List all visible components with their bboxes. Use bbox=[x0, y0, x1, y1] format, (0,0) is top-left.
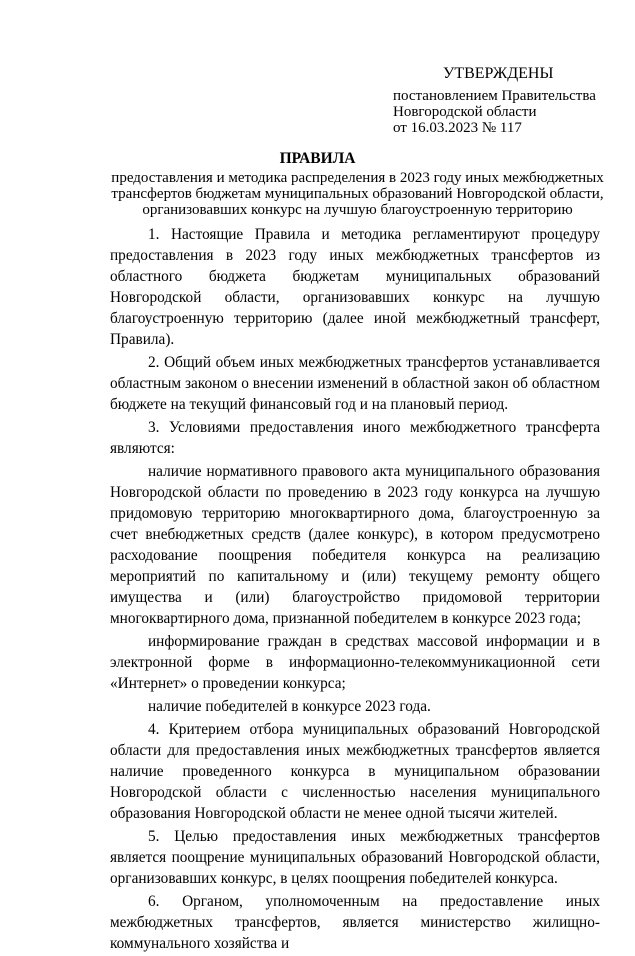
paragraph: 3. Условиями предоставления иного межбюджетного трансферта являются: bbox=[110, 419, 600, 457]
paragraph: 1. Настоящие Правила и методика регламентируют процедуру предоставления в 2023 году иных межбюджетных трансфертов из областного бюджета бюджетам муниципальных образований Новгородской области, организовавших конкурс на лучшую благоустроенную территорию (далее иной межбюджетный трансферт, Правила). bbox=[110, 226, 600, 348]
paragraph: 2. Общий объем иных межбюджетных трансфертов устанавливается областным законом о внесении изменений в областной закон об областном бюджете на текущий финансовый год и на плановый период. bbox=[110, 354, 600, 413]
paragraph: 6. Органом, уполномоченным на предоставление иных межбюджетных трансфертов, является министерство жилищно-коммунального хозяйства и bbox=[110, 893, 600, 952]
subtitle-line: организовавших конкурс на лучшую благоустроенную территорию bbox=[142, 202, 573, 218]
approval-heading: УТВЕРЖДЕНЫ bbox=[443, 65, 554, 82]
subtitle-line: трансфертов бюджетам муниципальных образований Новгородской области, bbox=[111, 186, 604, 202]
document-title: ПРАВИЛА bbox=[279, 150, 356, 167]
approval-line: от 16.03.2023 № 117 bbox=[393, 120, 522, 136]
paragraph: 4. Критерием отбора муниципальных образований Новгородской области для предоставления иных межбюджетных трансфертов является наличие проведенного конкурса в муниципальном образовании Новгородской области с численностью населения муниципального образования Новгородской области не менее одной тысячи жителей. bbox=[110, 721, 600, 822]
paragraph: информирование граждан в средствах массовой информации и в электронной форме в информационно-телекоммуникационной сети «Интернет» о проведении конкурса; bbox=[110, 633, 600, 692]
approval-line: Новгородской области bbox=[393, 104, 537, 120]
document-subtitle bbox=[110, 170, 605, 218]
paragraph: наличие нормативного правового акта муниципального образования Новгородской области по проведению в 2023 году конкурса на лучшую придомовую территорию многоквартирного дома, благоустроенную за счет внебюджетных средств (далее конкурс), в котором предусмотрено расходование поощрения победителя конкурса на реализацию мероприятий по капитальному и (или) текущему ремонту общего имущества и (или) благоустройство придомовой территории многоквартирного дома, признанной победителем в конкурсе 2023 года; bbox=[110, 463, 600, 627]
approval-block bbox=[393, 66, 596, 136]
document-body bbox=[110, 224, 600, 956]
approval-line: постановлением Правительства bbox=[393, 88, 596, 104]
subtitle-line: предоставления и методика распределения в 2023 году иных межбюджетных bbox=[111, 170, 604, 186]
paragraph: наличие победителей в конкурсе 2023 года. bbox=[148, 698, 431, 715]
paragraph: 5. Целью предоставления иных межбюджетных трансфертов является поощрение муниципальных образований Новгородской области, организовавших конкурс, в целях поощрения победителей конкурса. bbox=[110, 828, 600, 887]
